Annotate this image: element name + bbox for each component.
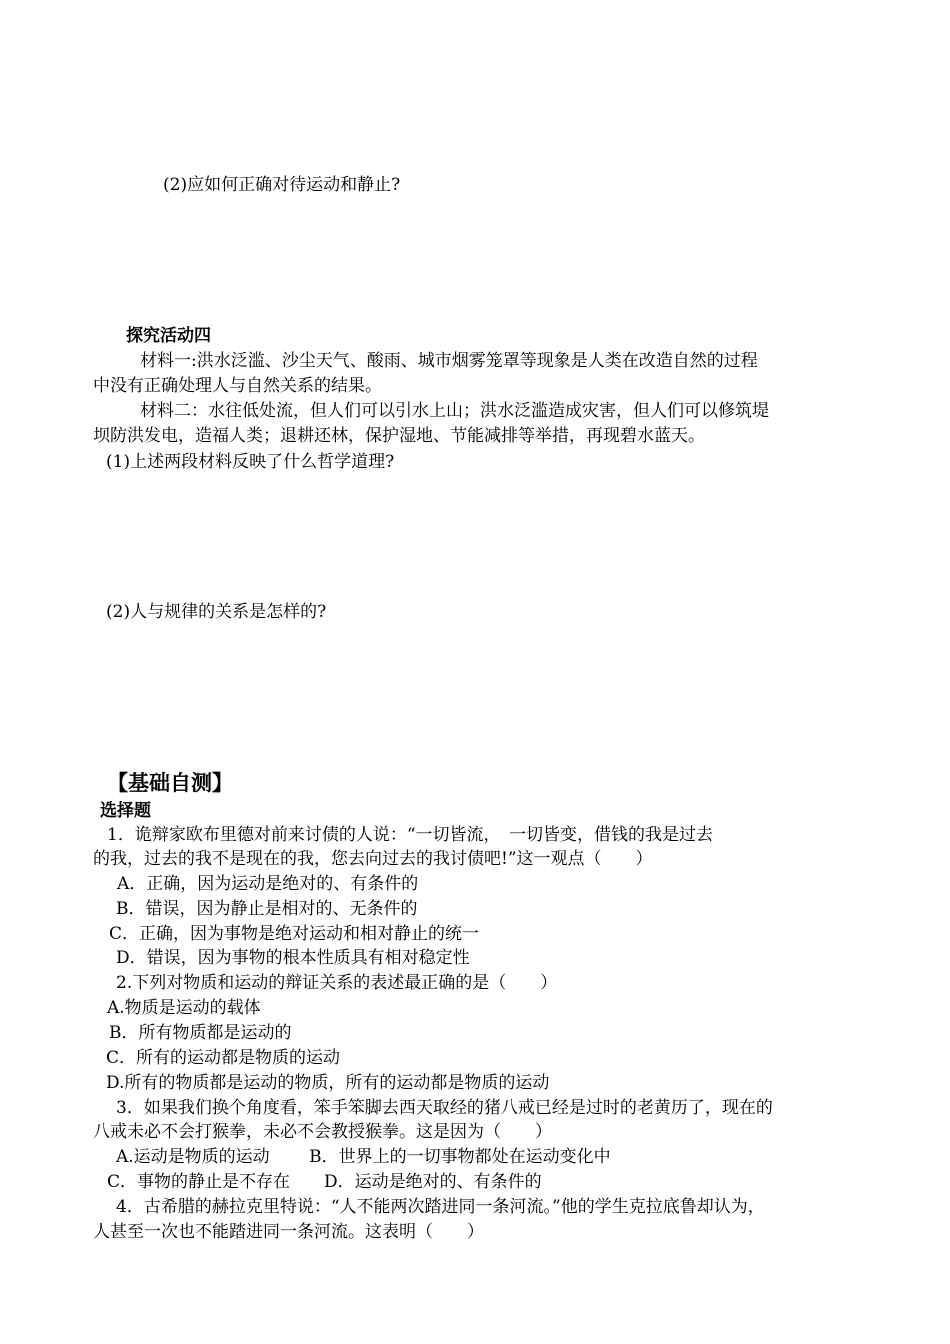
question-text: 的我，过去的我不是现在的我，您去向过去的我讨债吧!”这一观点（ ） <box>93 849 653 869</box>
question-text: 2.下列对物质和运动的辩证关系的表述最正确的是（ ） <box>116 973 558 993</box>
option-text: C．事物的静止是不存在 D．运动是绝对的、有条件的 <box>107 1172 542 1192</box>
option-text: C．正确，因为事物是绝对运动和相对静止的统一 <box>109 924 480 944</box>
option-text: A．正确，因为运动是绝对的、有条件的 <box>117 874 419 894</box>
section-title: 探究活动四 <box>126 326 211 346</box>
question-text: (2)人与规律的关系是怎样的? <box>106 602 327 622</box>
option-text: C．所有的运动都是物质的运动 <box>106 1048 341 1068</box>
question-text: 4．古希腊的赫拉克里特说：“人不能两次踏进同一条河流。”他的学生克拉底鲁却认为， <box>116 1197 765 1217</box>
option-text: A.运动是物质的运动 B．世界上的一切事物都处在运动变化中 <box>116 1147 611 1167</box>
option-text: D.所有的物质都是运动的物质，所有的运动都是物质的运动 <box>106 1073 550 1093</box>
question-text: (1)上述两段材料反映了什么哲学道理? <box>106 452 395 472</box>
section-subheading: 选择题 <box>100 801 151 821</box>
material-text: 中没有正确处理人与自然关系的结果。 <box>93 376 382 396</box>
section-heading: 【基础自测】 <box>107 770 233 795</box>
question-text: 八戒未必不会打猴拳，未必不会教授猴拳。这是因为（ ） <box>93 1122 552 1142</box>
option-text: B．所有物质都是运动的 <box>109 1023 292 1043</box>
material-text: 坝防洪发电，造福人类；退耕还林，保护湿地、节能减排等举措，再现碧水蓝天。 <box>93 426 705 446</box>
option-text: D．错误，因为事物的根本性质具有相对稳定性 <box>116 948 470 968</box>
material-text: 材料一:洪水泛滥、沙尘天气、酸雨、城市烟雾笼罩等现象是人类在改造自然的过程 <box>140 351 758 371</box>
question-text: 3．如果我们换个角度看，笨手笨脚去西天取经的猪八戒已经是过时的老黄历了，现在的 <box>116 1098 773 1118</box>
material-text: 材料二：水往低处流，但人们可以引水上山；洪水泛滥造成灾害，但人们可以修筑堤 <box>140 401 769 421</box>
question-text: (2)应如何正确对待运动和静止? <box>163 175 401 195</box>
question-text: 人甚至一次也不能踏进同一条河流。这表明（ ） <box>93 1222 484 1242</box>
option-text: A.物质是运动的载体 <box>107 998 261 1018</box>
option-text: B．错误，因为静止是相对的、无条件的 <box>116 899 418 919</box>
question-text: 1．诡辩家欧布里德对前来讨债的人说：“一切皆流， 一切皆变，借钱的我是过去 <box>107 825 714 845</box>
